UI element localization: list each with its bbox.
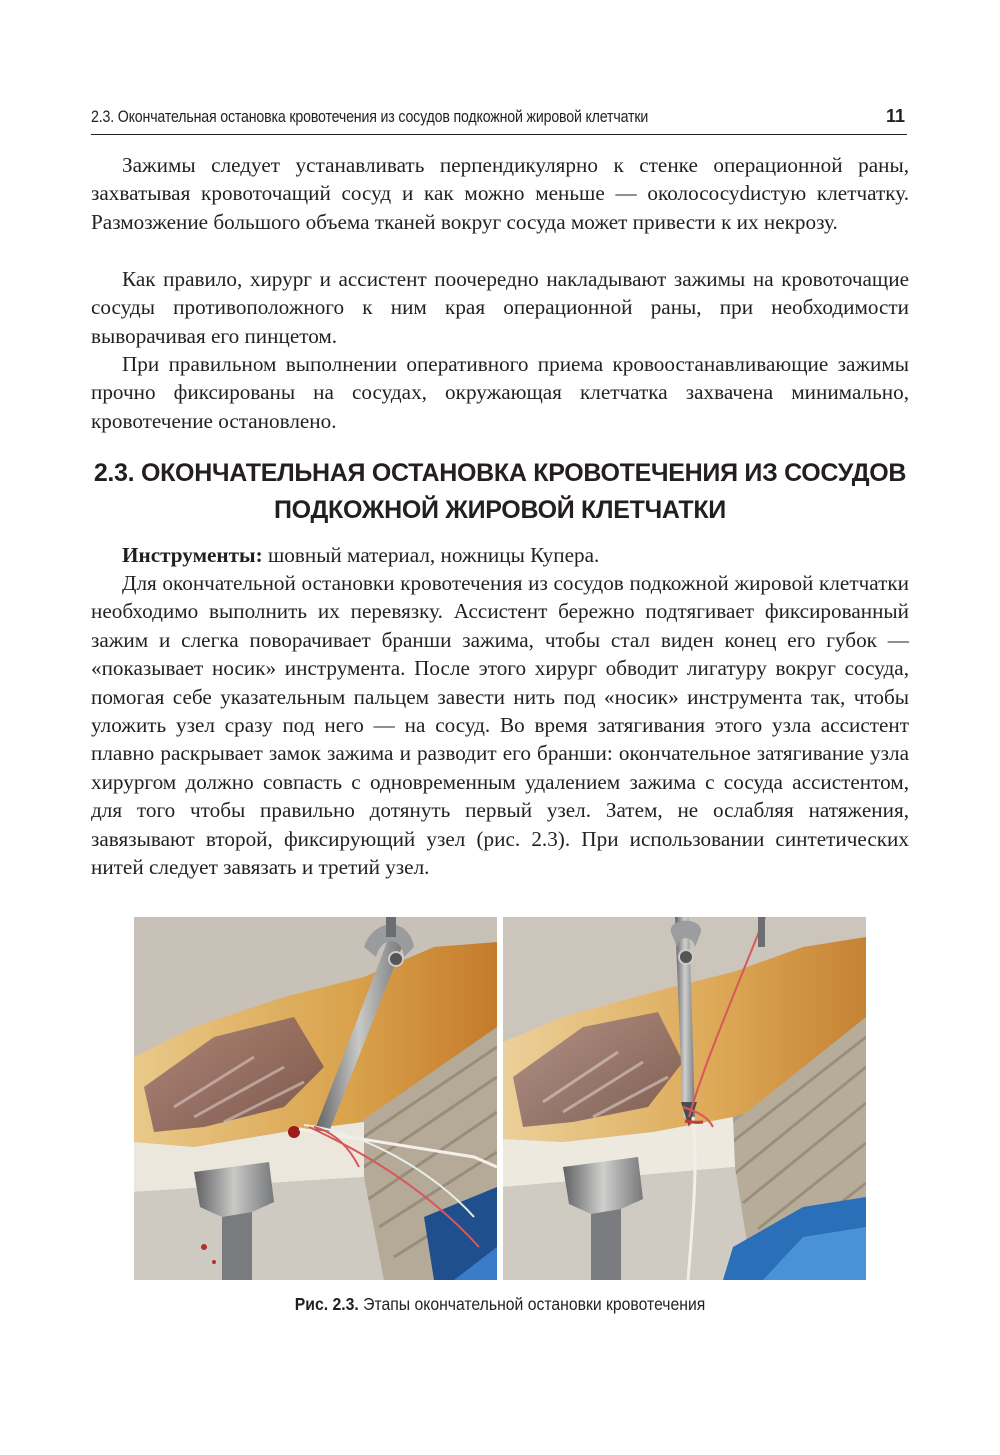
section-heading <box>91 455 909 529</box>
intro-paragraph-1: Зажимы следует устанавливать перпендикулярно к стенке операционной раны, захватывая кровоточащий сосуд и как можно меньше — околососуdистую клетчатку. Размозжение большого объема тканей вокруг сосуда может привести к их некрозу. <box>91 153 909 234</box>
intro-paragraph-2: Как правило, хирург и ассистент поочередно накладывают зажимы на кровоточащие сосуды противоположного к ним края операционной раны, при необходимости выворачивая его пинцетом. <box>91 267 909 348</box>
section-heading-line-1: 2.3. ОКОНЧАТЕЛЬНАЯ ОСТАНОВКА КРОВОТЕЧЕНИЯ ИЗ СОСУДОВ <box>93 459 907 487</box>
figure-2-3 <box>134 917 866 1280</box>
surgical-photo-right <box>503 917 866 1280</box>
page-number: 11 <box>885 106 905 126</box>
surgical-photo-right-image <box>503 917 866 1280</box>
running-head <box>91 104 907 135</box>
section-body-paragraph: Для окончательной остановки кровотечения из сосудов подкожной жировой клетчатки необходимо выполнить их перевязку. Ассистент бережно подтягивает фиксированный зажим и слегка поворачивает бранши зажима, чтобы стал виден конец его губок — «показывает носик» инструмента. После этого хирург обводит лигатуру вокруг сосуда, помогая себе указательным пальцем завести нить под «носик» инструмента так, чтобы уложить узел сразу под него — на сосуд. Во время затягивания этого узла ассистент плавно раскрывает замок зажима и разводит его бранши: окончательное затягивание узла хирургом должно совпасть с одновременным удалением зажима с сосуда ассистентом, для того чтобы правильно дотянуть первый узел. Затем, не ослабляя натяжения, завязывают второй, фиксирующий узел (рис. 2.3). При использовании синтетических нитей следует завязать и третий узел. <box>91 571 909 880</box>
instruments-label: Инструменты: <box>122 543 263 567</box>
figure-caption-label: Рис. 2.3. <box>294 1294 359 1314</box>
instruments-paragraph <box>91 541 909 569</box>
instruments-text: шовный материал, ножницы Купера. <box>262 543 600 567</box>
surgical-photo-left <box>134 917 497 1280</box>
figure-caption-text: Этапы окончательной остановки кровотечения <box>358 1294 706 1314</box>
running-head-title: 2.3. Окончательная остановка кровотечения из сосудов подкожной жировой клетчатки <box>91 108 649 126</box>
section-heading-line-2: ПОДКОЖНОЙ ЖИРОВОЙ КЛЕТЧАТКИ <box>274 496 726 524</box>
figure-caption <box>91 1294 909 1315</box>
surgical-photo-left-image <box>134 917 497 1280</box>
intro-paragraph-3: При правильном выполнении оперативного приема кровоостанавливающие зажимы прочно фиксированы на сосудах, окружающая клетчатка захвачена минимально, кровотечение остановлено. <box>91 352 909 433</box>
